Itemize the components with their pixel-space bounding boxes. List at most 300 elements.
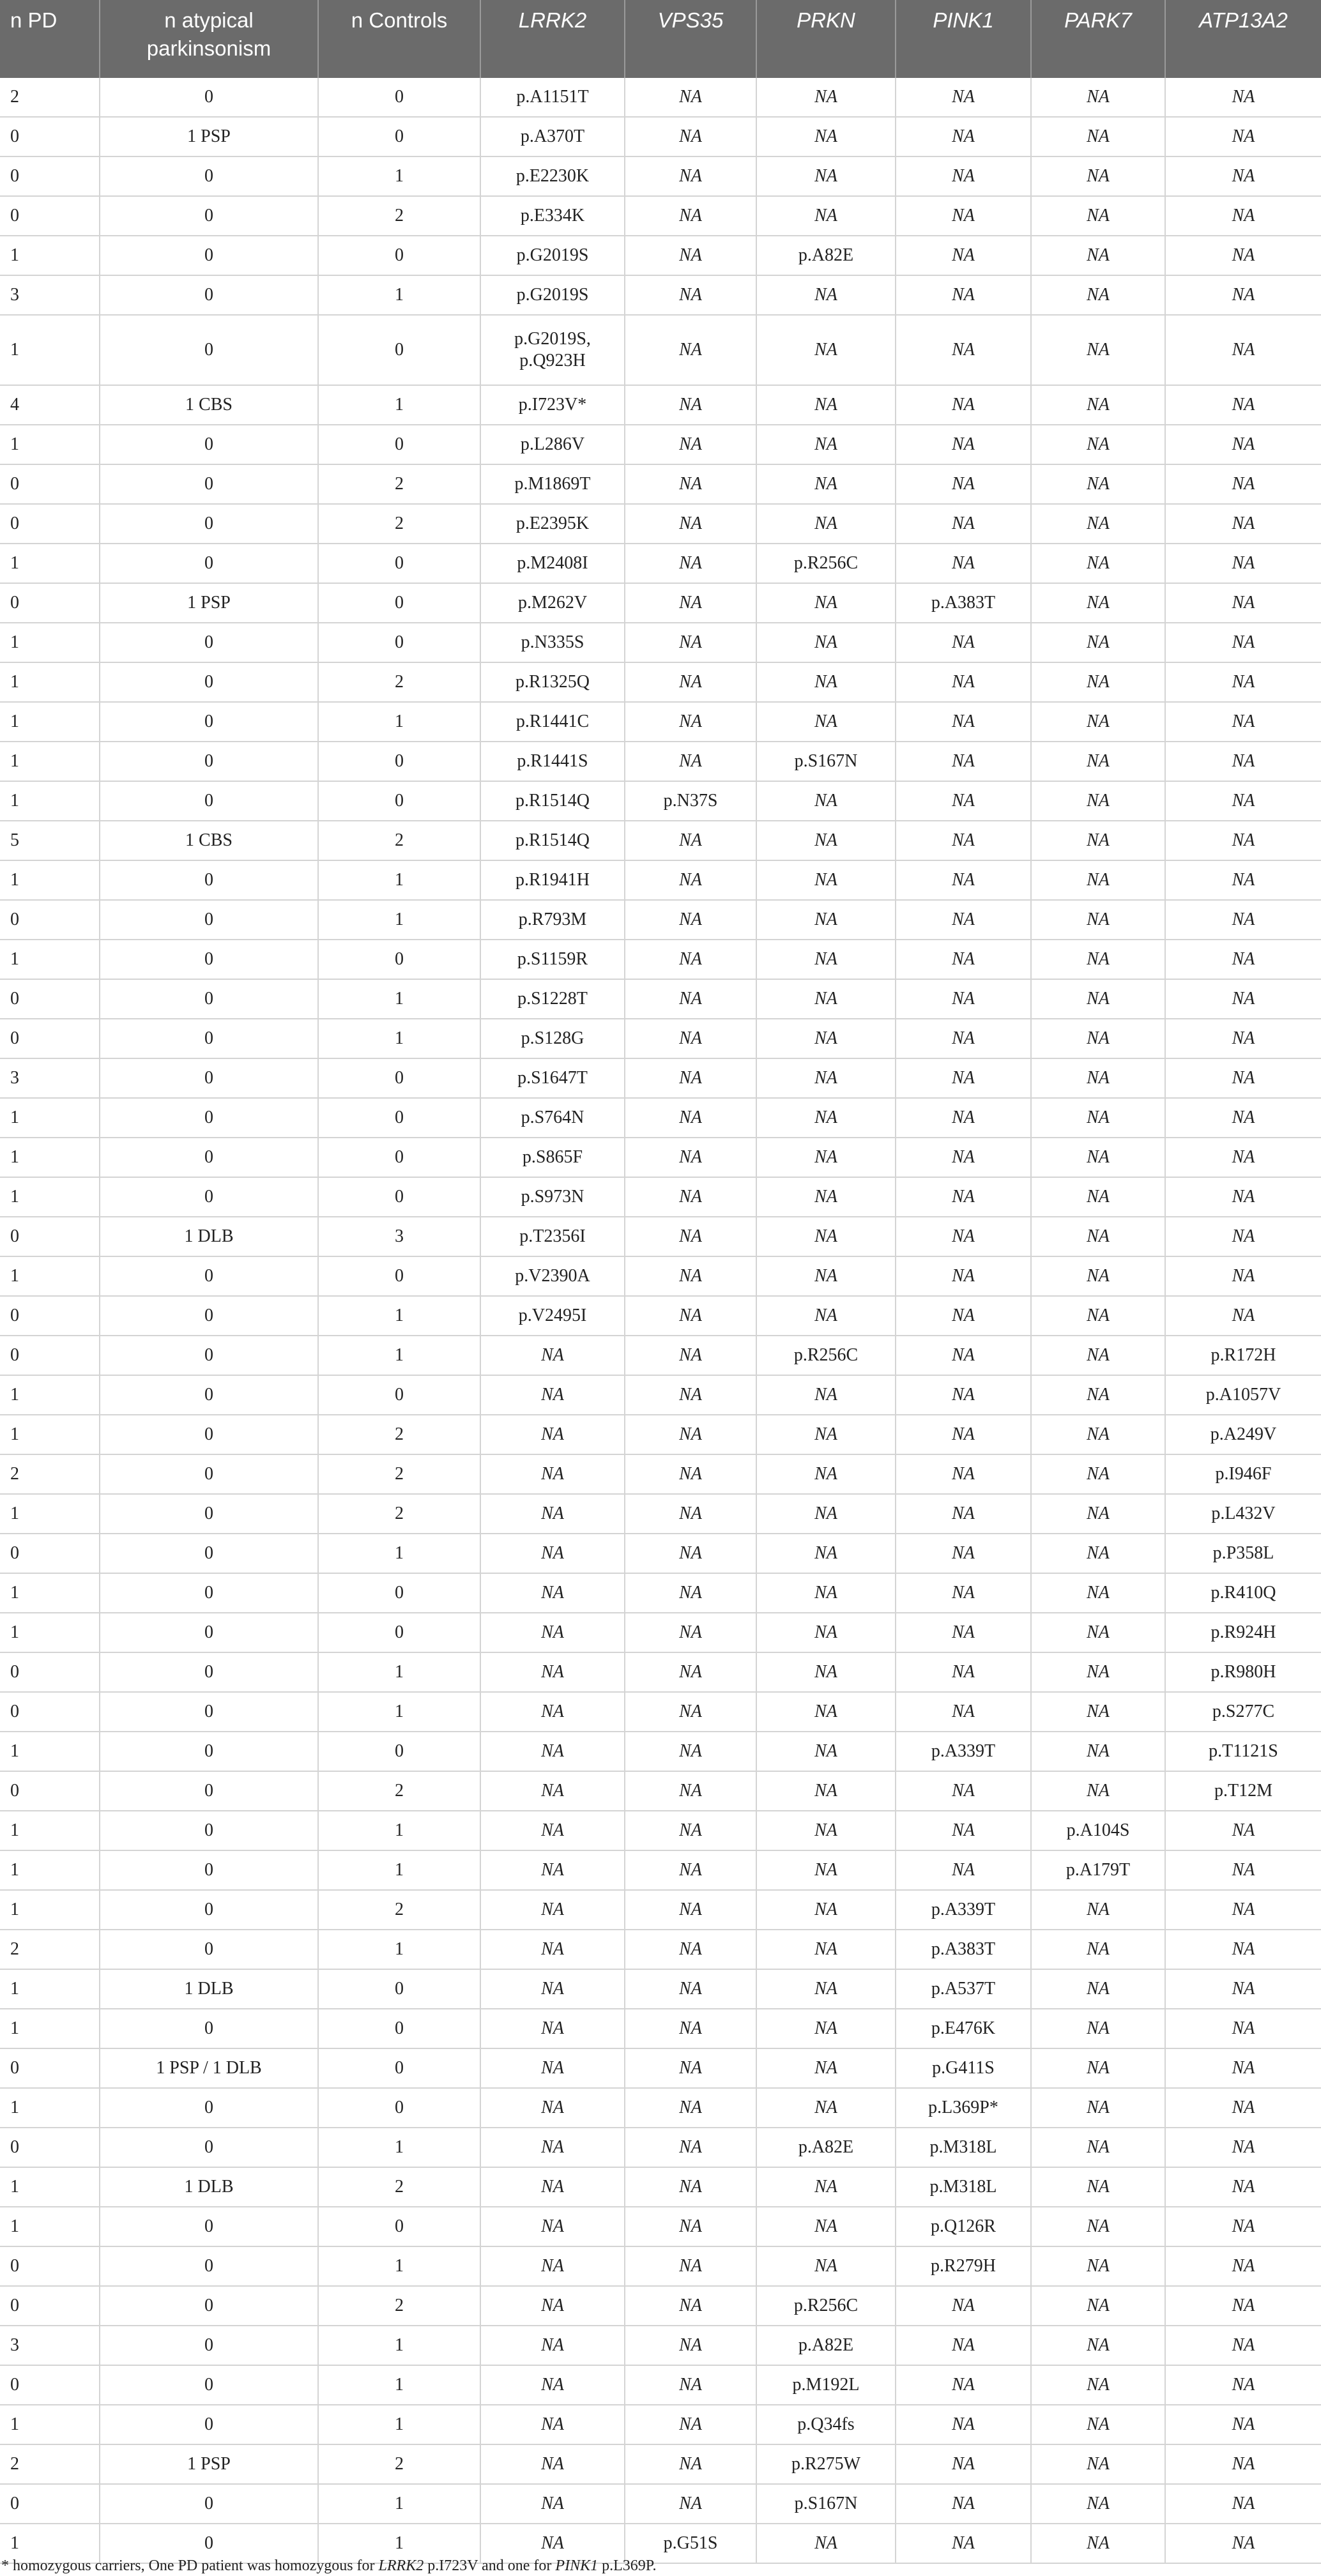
table-row [0, 979, 1321, 1019]
cell-n-atypical: 0 [100, 504, 318, 544]
cell-n-pd: 1 [0, 623, 100, 662]
cell-prkn: p.R256C [756, 544, 896, 583]
cell-lrrk2: NA [480, 2286, 625, 2326]
cell-park7: NA [1031, 1692, 1165, 1732]
cell-n-atypical: 0 [100, 2009, 318, 2048]
cell-park7: NA [1031, 2246, 1165, 2286]
table-row [0, 1652, 1321, 1692]
cell-lrrk2: p.R1441C [480, 702, 625, 742]
cell-park7: NA [1031, 1058, 1165, 1098]
cell-pink1: NA [896, 1336, 1031, 1375]
cell-n-controls: 0 [318, 2207, 480, 2246]
cell-vps35: NA [625, 2048, 756, 2088]
cell-n-pd: 1 [0, 1732, 100, 1771]
cell-park7: NA [1031, 1969, 1165, 2009]
table-row [0, 1969, 1321, 2009]
cell-atp13a2: NA [1165, 1969, 1321, 2009]
cell-pink1: NA [896, 1692, 1031, 1732]
table-row [0, 156, 1321, 196]
cell-atp13a2: NA [1165, 2444, 1321, 2484]
table-row [0, 1930, 1321, 1969]
cell-vps35: NA [625, 315, 756, 385]
table-row [0, 544, 1321, 583]
cell-n-controls: 0 [318, 1613, 480, 1652]
cell-n-pd: 1 [0, 544, 100, 583]
cell-lrrk2: NA [480, 1732, 625, 1771]
cell-n-controls: 1 [318, 2246, 480, 2286]
cell-lrrk2: NA [480, 2524, 625, 2563]
cell-n-controls: 1 [318, 900, 480, 940]
cell-pink1: NA [896, 1058, 1031, 1098]
cell-prkn: NA [756, 1138, 896, 1177]
cell-n-controls: 1 [318, 2365, 480, 2405]
cell-park7: NA [1031, 117, 1165, 156]
cell-park7: NA [1031, 1375, 1165, 1415]
cell-n-pd: 0 [0, 2048, 100, 2088]
cell-lrrk2: NA [480, 1850, 625, 1890]
cell-n-pd: 1 [0, 1890, 100, 1930]
cell-pink1: NA [896, 1019, 1031, 1058]
cell-vps35: NA [625, 623, 756, 662]
cell-prkn: NA [756, 315, 896, 385]
header-park7: PARK7 [1031, 0, 1165, 78]
cell-vps35: NA [625, 860, 756, 900]
cell-lrrk2: NA [480, 1969, 625, 2009]
table-row [0, 662, 1321, 702]
cell-lrrk2: NA [480, 1692, 625, 1732]
cell-n-controls: 0 [318, 1375, 480, 1415]
cell-park7: NA [1031, 1652, 1165, 1692]
cell-atp13a2: NA [1165, 2167, 1321, 2207]
cell-vps35: NA [625, 117, 756, 156]
cell-vps35: NA [625, 2246, 756, 2286]
table-row [0, 464, 1321, 504]
cell-n-pd: 1 [0, 1177, 100, 1217]
cell-n-controls: 1 [318, 2524, 480, 2563]
cell-vps35: NA [625, 504, 756, 544]
cell-atp13a2: NA [1165, 1177, 1321, 1217]
cell-n-controls: 2 [318, 504, 480, 544]
cell-park7: NA [1031, 156, 1165, 196]
table-row [0, 1771, 1321, 1811]
cell-pink1: p.A383T [896, 1930, 1031, 1969]
cell-pink1: p.G411S [896, 2048, 1031, 2088]
cell-park7: NA [1031, 275, 1165, 315]
cell-lrrk2: p.E334K [480, 196, 625, 236]
cell-park7: NA [1031, 1296, 1165, 1336]
cell-atp13a2: NA [1165, 275, 1321, 315]
cell-atp13a2: NA [1165, 2405, 1321, 2444]
cell-n-controls: 0 [318, 781, 480, 821]
cell-vps35: NA [625, 1098, 756, 1138]
cell-n-atypical: 0 [100, 2286, 318, 2326]
cell-n-controls: 2 [318, 1415, 480, 1454]
cell-prkn: NA [756, 1058, 896, 1098]
cell-prkn: p.R256C [756, 2286, 896, 2326]
cell-prkn: NA [756, 275, 896, 315]
table-row [0, 504, 1321, 544]
table-row [0, 2286, 1321, 2326]
cell-prkn: NA [756, 156, 896, 196]
cell-n-controls: 0 [318, 1177, 480, 1217]
cell-n-controls: 2 [318, 196, 480, 236]
table-row [0, 940, 1321, 979]
cell-park7: NA [1031, 2207, 1165, 2246]
cell-prkn: NA [756, 2524, 896, 2563]
table-row [0, 2246, 1321, 2286]
cell-prkn: NA [756, 1771, 896, 1811]
header-n-atypical-parkinsonism: n atypical parkinsonism [100, 0, 318, 78]
cell-park7: NA [1031, 623, 1165, 662]
cell-n-atypical: 0 [100, 1138, 318, 1177]
cell-prkn: NA [756, 1177, 896, 1217]
cell-n-pd: 1 [0, 742, 100, 781]
cell-n-atypical: 0 [100, 1494, 318, 1534]
cell-atp13a2: NA [1165, 781, 1321, 821]
cell-n-atypical: 0 [100, 1177, 318, 1217]
cell-n-atypical: 0 [100, 1534, 318, 1573]
cell-atp13a2: NA [1165, 900, 1321, 940]
cell-n-pd: 1 [0, 1573, 100, 1613]
cell-n-controls: 0 [318, 583, 480, 623]
cell-vps35: NA [625, 1217, 756, 1256]
table-row [0, 1375, 1321, 1415]
cell-n-pd: 1 [0, 1375, 100, 1415]
cell-n-atypical: 0 [100, 1573, 318, 1613]
cell-n-atypical: 0 [100, 940, 318, 979]
cell-n-atypical: 0 [100, 900, 318, 940]
cell-n-atypical: 0 [100, 1771, 318, 1811]
table-row [0, 1019, 1321, 1058]
table-row [0, 2048, 1321, 2088]
cell-lrrk2: p.V2495I [480, 1296, 625, 1336]
cell-prkn: p.Q34fs [756, 2405, 896, 2444]
cell-prkn: NA [756, 1573, 896, 1613]
cell-park7: NA [1031, 1613, 1165, 1652]
cell-prkn: NA [756, 2009, 896, 2048]
cell-n-pd: 0 [0, 1019, 100, 1058]
cell-park7: NA [1031, 1771, 1165, 1811]
cell-atp13a2: p.S277C [1165, 1692, 1321, 1732]
cell-vps35: NA [625, 156, 756, 196]
cell-prkn: NA [756, 196, 896, 236]
cell-atp13a2: NA [1165, 2524, 1321, 2563]
cell-atp13a2: NA [1165, 1930, 1321, 1969]
cell-vps35: NA [625, 940, 756, 979]
cell-park7: NA [1031, 1494, 1165, 1534]
cell-lrrk2: NA [480, 1375, 625, 1415]
cell-vps35: NA [625, 1652, 756, 1692]
cell-park7: NA [1031, 781, 1165, 821]
cell-pink1: NA [896, 1296, 1031, 1336]
cell-n-atypical: 0 [100, 2484, 318, 2524]
cell-n-controls: 1 [318, 1336, 480, 1375]
cell-vps35: NA [625, 702, 756, 742]
cell-pink1: NA [896, 1375, 1031, 1415]
cell-n-atypical: 0 [100, 662, 318, 702]
cell-lrrk2: p.A1151T [480, 78, 625, 117]
cell-n-controls: 2 [318, 2286, 480, 2326]
cell-lrrk2: NA [480, 1613, 625, 1652]
cell-prkn: p.M192L [756, 2365, 896, 2405]
cell-park7: NA [1031, 2326, 1165, 2365]
cell-n-controls: 1 [318, 275, 480, 315]
cell-n-pd: 3 [0, 2326, 100, 2365]
cell-n-pd: 1 [0, 1256, 100, 1296]
cell-n-pd: 0 [0, 1692, 100, 1732]
cell-lrrk2: p.V2390A [480, 1256, 625, 1296]
cell-n-atypical: 0 [100, 2088, 318, 2128]
cell-n-pd: 2 [0, 2444, 100, 2484]
cell-n-atypical: 0 [100, 860, 318, 900]
cell-park7: NA [1031, 464, 1165, 504]
cell-pink1: p.E476K [896, 2009, 1031, 2048]
cell-park7: NA [1031, 2167, 1165, 2207]
cell-n-controls: 0 [318, 2088, 480, 2128]
cell-vps35: NA [625, 1573, 756, 1613]
cell-pink1: NA [896, 1415, 1031, 1454]
cell-vps35: NA [625, 2326, 756, 2365]
cell-prkn: NA [756, 623, 896, 662]
cell-vps35: NA [625, 1930, 756, 1969]
cell-pink1: NA [896, 821, 1031, 860]
cell-lrrk2: p.M2408I [480, 544, 625, 583]
cell-lrrk2: p.S973N [480, 1177, 625, 1217]
cell-pink1: NA [896, 315, 1031, 385]
cell-lrrk2: NA [480, 2365, 625, 2405]
table-row [0, 1336, 1321, 1375]
cell-lrrk2: p.S1159R [480, 940, 625, 979]
cell-n-controls: 0 [318, 425, 480, 464]
cell-vps35: NA [625, 1415, 756, 1454]
cell-prkn: NA [756, 385, 896, 425]
cell-lrrk2: p.R1514Q [480, 781, 625, 821]
cell-n-atypical: 0 [100, 2207, 318, 2246]
cell-pink1: NA [896, 940, 1031, 979]
cell-lrrk2: NA [480, 1890, 625, 1930]
cell-prkn: NA [756, 1019, 896, 1058]
table-row [0, 117, 1321, 156]
cell-prkn: NA [756, 1217, 896, 1256]
cell-n-atypical: 0 [100, 2246, 318, 2286]
cell-atp13a2: p.R980H [1165, 1652, 1321, 1692]
cell-n-pd: 0 [0, 117, 100, 156]
cell-vps35: NA [625, 2167, 756, 2207]
cell-n-pd: 3 [0, 275, 100, 315]
cell-n-atypical: 0 [100, 1098, 318, 1138]
cell-lrrk2: p.S865F [480, 1138, 625, 1177]
cell-atp13a2: NA [1165, 702, 1321, 742]
cell-vps35: NA [625, 1177, 756, 1217]
cell-n-atypical: 1 PSP [100, 117, 318, 156]
cell-pink1: NA [896, 1098, 1031, 1138]
table-row [0, 2326, 1321, 2365]
cell-prkn: p.A82E [756, 236, 896, 275]
cell-lrrk2: NA [480, 1652, 625, 1692]
cell-atp13a2: NA [1165, 2286, 1321, 2326]
cell-pink1: NA [896, 1217, 1031, 1256]
cell-atp13a2: NA [1165, 2048, 1321, 2088]
cell-vps35: NA [625, 1811, 756, 1850]
table-row [0, 1058, 1321, 1098]
cell-vps35: NA [625, 1336, 756, 1375]
cell-vps35: NA [625, 2365, 756, 2405]
cell-n-atypical: 0 [100, 979, 318, 1019]
table-row [0, 1177, 1321, 1217]
cell-park7: NA [1031, 1256, 1165, 1296]
cell-vps35: NA [625, 900, 756, 940]
cell-n-atypical: 0 [100, 236, 318, 275]
cell-n-controls: 2 [318, 1454, 480, 1494]
cell-n-atypical: 0 [100, 425, 318, 464]
cell-n-atypical: 0 [100, 781, 318, 821]
cell-pink1: p.Q126R [896, 2207, 1031, 2246]
cell-n-controls: 0 [318, 1573, 480, 1613]
table-row [0, 1613, 1321, 1652]
cell-vps35: NA [625, 425, 756, 464]
cell-prkn: NA [756, 1415, 896, 1454]
cell-park7: NA [1031, 979, 1165, 1019]
cell-atp13a2: p.T1121S [1165, 1732, 1321, 1771]
cell-n-controls: 2 [318, 1771, 480, 1811]
cell-pink1: NA [896, 1573, 1031, 1613]
cell-n-pd: 1 [0, 1098, 100, 1138]
cell-park7: NA [1031, 425, 1165, 464]
cell-lrrk2: p.N335S [480, 623, 625, 662]
cell-n-pd: 0 [0, 2484, 100, 2524]
cell-n-controls: 1 [318, 979, 480, 1019]
table-row [0, 2484, 1321, 2524]
header-n-pd: n PD [0, 0, 100, 78]
table-row [0, 860, 1321, 900]
cell-lrrk2: NA [480, 2444, 625, 2484]
cell-pink1: p.A383T [896, 583, 1031, 623]
cell-pink1: NA [896, 623, 1031, 662]
cell-atp13a2: NA [1165, 1256, 1321, 1296]
cell-n-atypical: 1 CBS [100, 821, 318, 860]
table-row [0, 1573, 1321, 1613]
cell-atp13a2: NA [1165, 940, 1321, 979]
cell-prkn: p.R275W [756, 2444, 896, 2484]
cell-n-pd: 1 [0, 2088, 100, 2128]
cell-atp13a2: p.I946F [1165, 1454, 1321, 1494]
cell-n-pd: 0 [0, 2246, 100, 2286]
cell-atp13a2: NA [1165, 1019, 1321, 1058]
cell-park7: NA [1031, 2484, 1165, 2524]
cell-vps35: NA [625, 1019, 756, 1058]
cell-n-controls: 0 [318, 1098, 480, 1138]
cell-park7: NA [1031, 78, 1165, 117]
cell-prkn: NA [756, 1098, 896, 1138]
table-row [0, 1296, 1321, 1336]
cell-park7: NA [1031, 544, 1165, 583]
cell-atp13a2: NA [1165, 2246, 1321, 2286]
cell-n-pd: 1 [0, 236, 100, 275]
cell-vps35: NA [625, 544, 756, 583]
cell-n-controls: 1 [318, 385, 480, 425]
cell-n-pd: 0 [0, 1296, 100, 1336]
cell-lrrk2: p.L286V [480, 425, 625, 464]
cell-lrrk2: NA [480, 2246, 625, 2286]
cell-lrrk2: p.R1514Q [480, 821, 625, 860]
cell-vps35: NA [625, 275, 756, 315]
cell-vps35: NA [625, 1534, 756, 1573]
cell-atp13a2: NA [1165, 425, 1321, 464]
cell-n-pd: 0 [0, 1771, 100, 1811]
cell-n-pd: 1 [0, 2009, 100, 2048]
cell-n-atypical: 0 [100, 702, 318, 742]
cell-n-controls: 0 [318, 2048, 480, 2088]
cell-lrrk2: p.G2019S, p.Q923H [480, 315, 625, 385]
cell-n-atypical: 0 [100, 2326, 318, 2365]
cell-lrrk2: p.S764N [480, 1098, 625, 1138]
cell-park7: NA [1031, 1217, 1165, 1256]
cell-vps35: NA [625, 1890, 756, 1930]
cell-lrrk2: p.S1647T [480, 1058, 625, 1098]
cell-pink1: NA [896, 1138, 1031, 1177]
cell-prkn: NA [756, 1534, 896, 1573]
table-row [0, 385, 1321, 425]
cell-n-atypical: 0 [100, 1296, 318, 1336]
cell-atp13a2: p.A249V [1165, 1415, 1321, 1454]
cell-park7: NA [1031, 2048, 1165, 2088]
cell-prkn: NA [756, 117, 896, 156]
cell-pink1: NA [896, 1652, 1031, 1692]
cell-prkn: NA [756, 979, 896, 1019]
cell-park7: NA [1031, 504, 1165, 544]
cell-pink1: NA [896, 2405, 1031, 2444]
cell-park7: NA [1031, 2444, 1165, 2484]
cell-n-atypical: 0 [100, 1454, 318, 1494]
cell-n-controls: 1 [318, 1930, 480, 1969]
cell-lrrk2: NA [480, 1454, 625, 1494]
cell-lrrk2: NA [480, 2405, 625, 2444]
cell-n-pd: 1 [0, 425, 100, 464]
cell-prkn: NA [756, 2088, 896, 2128]
cell-atp13a2: NA [1165, 860, 1321, 900]
header-vps35: VPS35 [625, 0, 756, 78]
cell-n-pd: 1 [0, 1138, 100, 1177]
cell-n-atypical: 0 [100, 1375, 318, 1415]
cell-n-atypical: 0 [100, 156, 318, 196]
cell-prkn: NA [756, 781, 896, 821]
cell-n-pd: 4 [0, 385, 100, 425]
cell-prkn: NA [756, 821, 896, 860]
header-prkn: PRKN [756, 0, 896, 78]
cell-atp13a2: NA [1165, 117, 1321, 156]
cell-prkn: NA [756, 1652, 896, 1692]
cell-n-pd: 2 [0, 78, 100, 117]
cell-lrrk2: p.G2019S [480, 236, 625, 275]
table-row [0, 196, 1321, 236]
cell-park7: NA [1031, 1573, 1165, 1613]
cell-park7: NA [1031, 860, 1165, 900]
table-row [0, 425, 1321, 464]
cell-atp13a2: NA [1165, 2326, 1321, 2365]
cell-atp13a2: NA [1165, 2207, 1321, 2246]
cell-n-pd: 1 [0, 2167, 100, 2207]
cell-park7: NA [1031, 2365, 1165, 2405]
table-row [0, 2009, 1321, 2048]
cell-vps35: NA [625, 1494, 756, 1534]
cell-pink1: NA [896, 2524, 1031, 2563]
cell-lrrk2: NA [480, 1573, 625, 1613]
cell-park7: NA [1031, 2128, 1165, 2167]
cell-lrrk2: p.R1441S [480, 742, 625, 781]
cell-vps35: NA [625, 1296, 756, 1336]
cell-vps35: NA [625, 78, 756, 117]
cell-pink1: NA [896, 2365, 1031, 2405]
